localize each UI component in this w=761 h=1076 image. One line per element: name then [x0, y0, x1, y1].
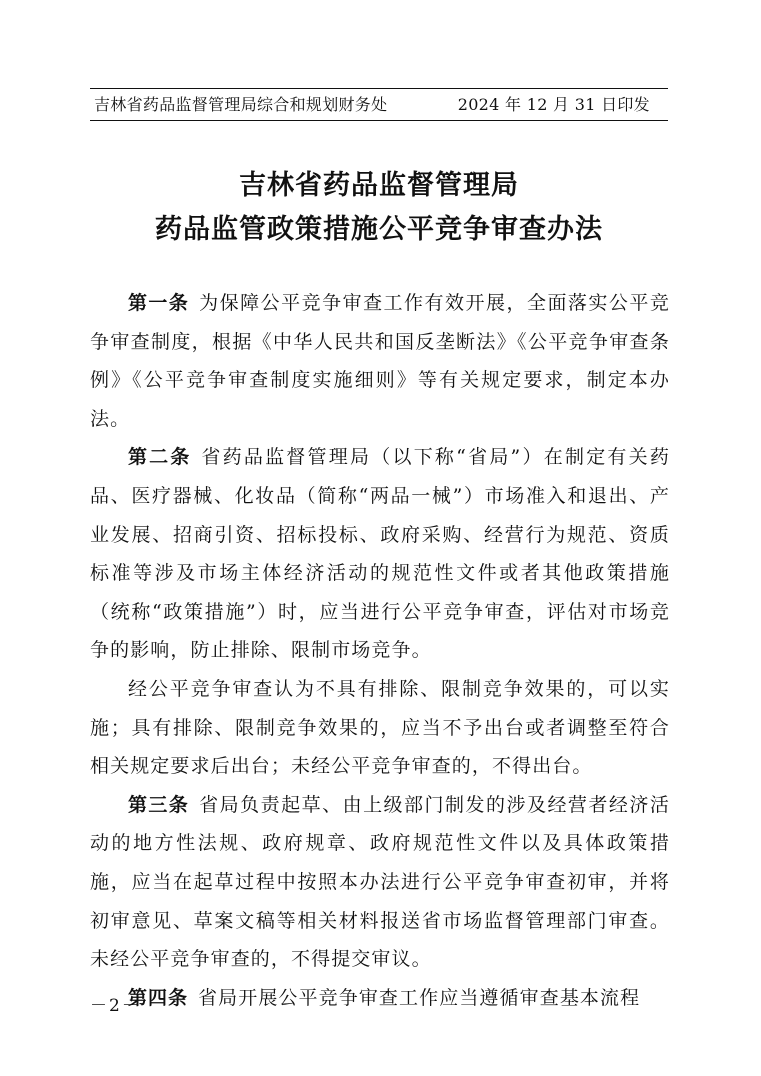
page-number: －2－ [90, 996, 141, 1016]
article-text: 省药品监督管理局（以下称“省局”）在制定有关药品、医疗器械、化妆品（简称“两品一械”）市场准入和退出、产业发展、招商引资、招标投标、政府采购、经营行为规范、资质标准等涉及市场主体经济活动的规范性文件或者其他政策措施（统称“政策措施”）时，应当进行公平竞争审查，评估对市场竞争的影响，防止排除、限制市场竞争。 [90, 446, 670, 662]
article-text: 省局开展公平竞争审查工作应当遵循审查基本流程 [198, 986, 641, 1009]
article-text: 经公平竞争审查认为不具有排除、限制竞争效果的，可以实施；具有排除、限制竞争效果的，应当不予出台或者调整至符合相关规定要求后出台；未经公平竞争审查的，不得出台。 [90, 677, 670, 778]
article-label: 第一条 [128, 292, 190, 314]
issue-date: 2024 年 12 月 31 日印发 [457, 95, 650, 114]
title-line-1: 吉林省药品监督管理局 [239, 170, 519, 201]
issuing-office: 吉林省药品监督管理局综合和规划财务处 [94, 95, 388, 114]
article-paragraph [90, 979, 670, 1018]
header-top-rule [90, 88, 668, 89]
article-label: 第二条 [128, 446, 192, 469]
article-text: 为保障公平竞争审查工作有效开展，全面落实公平竞争审查制度，根据《中华人民共和国反垄断法》《公平竞争审查条例》《公平竞争审查制度实施细则》等有关规定要求，制定本办法。 [90, 292, 670, 430]
page-header [90, 92, 668, 118]
article-paragraph [90, 670, 670, 786]
title-line-2: 药品监管政策措施公平竞争审查办法 [155, 214, 603, 245]
header-bottom-rule [90, 120, 668, 121]
article-label: 第四条 [128, 986, 189, 1009]
article-text: 省局负责起草、由上级部门制发的涉及经营者经济活动的地方性法规、政府规章、政府规范性文件以及具体政策措施，应当在起草过程中按照本办法进行公平竞争审查初审，并将初审意见、草案文稿等相关材料报送省市场监督管理部门审查。未经公平竞争审查的，不得提交审议。 [90, 793, 670, 971]
document-body [90, 284, 670, 1017]
article-paragraph [90, 438, 670, 670]
article-paragraph [90, 786, 670, 979]
article-paragraph [90, 284, 670, 438]
document-title [90, 164, 668, 252]
article-label: 第三条 [128, 793, 190, 816]
